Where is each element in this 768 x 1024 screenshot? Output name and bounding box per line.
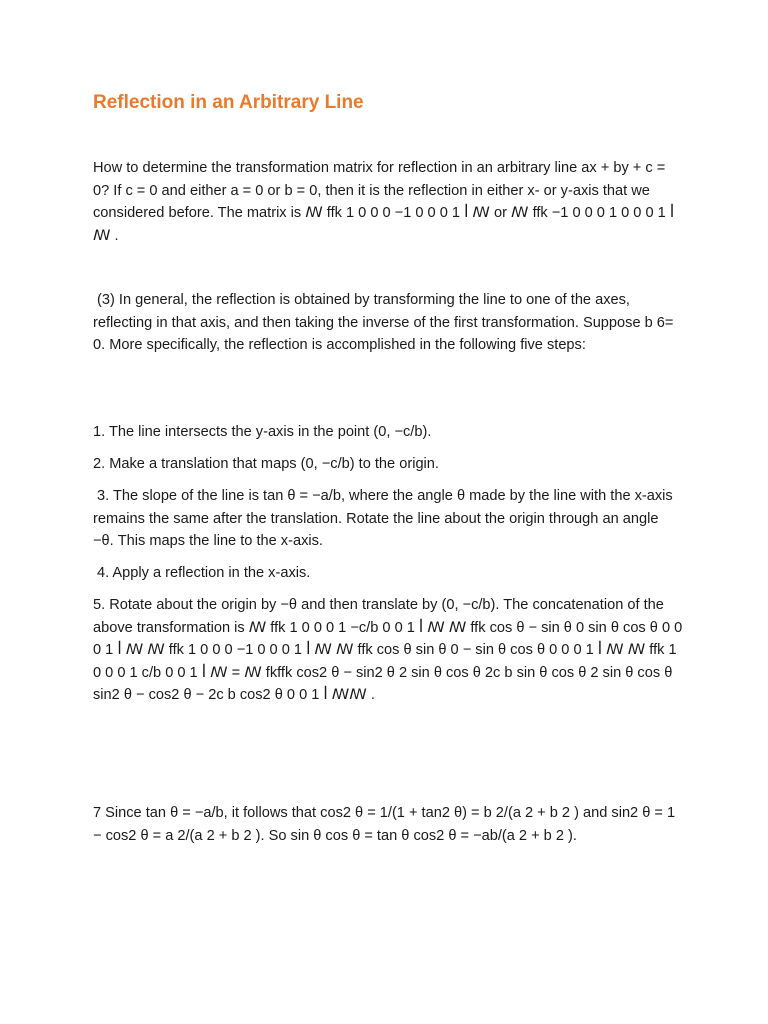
step-1-paragraph: 1. The line intersects the y-axis in the point (0, −c/b). bbox=[93, 424, 432, 440]
step-4-paragraph: 4. Apply a reflection in the x-axis. bbox=[97, 565, 311, 581]
general-paragraph: (3) In general, the reflection is obtained by transforming the line to one of the axes, reflecting in that axis, and then taking the inverse of the first transformation. Suppose b 6= 0. More specifically, the reflection is accomplished in the following five steps: bbox=[93, 292, 674, 354]
document-title: Reflection in an Arbitrary Line bbox=[93, 92, 364, 113]
step-7-paragraph: 7 Since tan θ = −a/b, it follows that cos2 θ = 1/(1 + tan2 θ) = b 2/(a 2 + b 2 ) and sin2 θ = 1 − cos2 θ = a 2/(a 2 + b 2 ). So sin θ cos θ = tan θ cos2 θ = −ab/(a 2 + b 2 ). bbox=[93, 805, 676, 844]
step-3-paragraph: 3. The slope of the line is tan θ = −a/b, where the angle θ made by the line with the x-axis remains the same after the translation. Rotate the line about the origin through an angle −θ. This maps the line to the x-axis. bbox=[93, 488, 673, 550]
step-5-paragraph: 5. Rotate about the origin by −θ and then translate by (0, −c/b). The concatenation of the above transformation is ꟿ ffk 1 0 0 0 1 −c/b 0 0 1 ꟾ ꟿ ꟿ ffk cos θ − sin θ 0 sin θ cos θ 0 0 0 1 ꟾ ꟿ ꟿ ffk 1 0 0 0 −1 0 0 0 1 ꟾ ꟿ ꟿ ffk cos θ sin θ 0 − sin θ cos θ 0 0 0 1 ꟾ ꟿ ꟿ ffk 1 0 0 0 1 c/b 0 0 1 ꟾ ꟿ = ꟿ fkffk cos2 θ − sin2 θ 2 sin θ cos θ 2c b sin θ cos θ 2 sin θ cos θ sin2 θ − cos2 θ − 2c b cos2 θ 0 0 1 ꟾ ꟿꟿ . bbox=[93, 597, 683, 704]
step-2-paragraph: 2. Make a translation that maps (0, −c/b) to the origin. bbox=[93, 456, 439, 472]
intro-paragraph: How to determine the transformation matrix for reflection in an arbitrary line ax + by + c = 0? If c = 0 and either a = 0 or b = 0, then it is the reflection in either x- or y-axis that we considered before. The matrix is ꟿ ffk 1 0 0 0 −1 0 0 0 1 ꟾ ꟿ or ꟿ ffk −1 0 0 0 1 0 0 0 1 ꟾ ꟿ . bbox=[93, 160, 675, 244]
